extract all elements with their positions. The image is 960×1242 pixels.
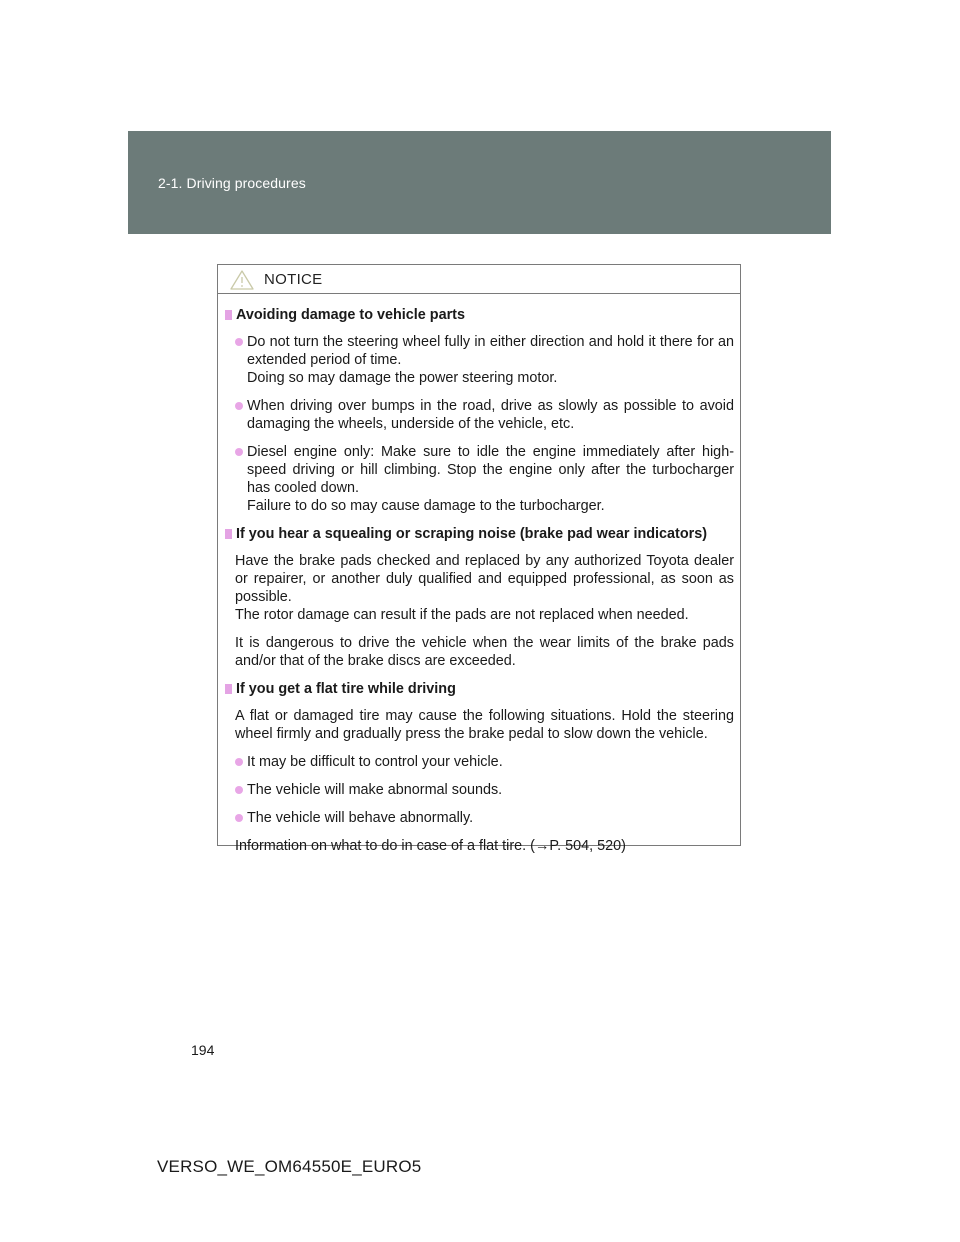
list-item: It may be difficult to control your vehicle. [225, 753, 734, 771]
paragraph: It is dangerous to drive the vehicle when the wear limits of the brake pads and/or that of the brake discs are exceeded. [235, 635, 734, 669]
bullet-dot-icon [235, 814, 243, 822]
section-title: 2-1. Driving procedures [158, 175, 306, 191]
bullet-dot-icon [235, 758, 243, 766]
bullet-dot-icon [235, 448, 243, 456]
square-bullet-icon [225, 310, 232, 320]
paragraph: Have the brake pads checked and replaced by any authorized Toyota dealer or repairer, or another duly qualified and equipped professional, as soon as possible. The rotor damage can result if the pads are not replaced when needed. [235, 553, 734, 623]
section-heading-brake-noise: If you hear a squealing or scraping noise (brake pad wear indicators) [225, 525, 734, 543]
bullet-dot-icon [235, 338, 243, 346]
list-item: Diesel engine only: Make sure to idle the engine immediately after high-speed driving or hill climbing. Stop the engine only after the turbocharger has cooled down. Failure to do so may cause damage to the turbocharger. [225, 443, 734, 515]
list-item: The vehicle will behave abnormally. [225, 809, 734, 827]
section-heading-flat-tire: If you get a flat tire while driving [225, 680, 734, 698]
notice-label: NOTICE [264, 270, 323, 288]
header-band [128, 131, 831, 234]
page-number: 194 [191, 1042, 215, 1058]
list-item: When driving over bumps in the road, drive as slowly as possible to avoid damaging the wheels, underside of the vehicle, etc. [225, 397, 734, 433]
paragraph: Information on what to do in case of a flat tire. (→P. 504, 520) [235, 838, 626, 854]
paragraph: A flat or damaged tire may cause the following situations. Hold the steering wheel firmly and gradually press the brake pedal to slow down the vehicle. [235, 708, 734, 742]
notice-box [217, 264, 741, 854]
square-bullet-icon [225, 529, 232, 539]
document-code: VERSO_WE_OM64550E_EURO5 [157, 1157, 422, 1176]
section-heading-vehicle-parts: Avoiding damage to vehicle parts [225, 306, 734, 324]
bullet-dot-icon [235, 402, 243, 410]
list-item: Do not turn the steering wheel fully in either direction and hold it there for an extended period of time. Doing so may damage the power steering motor. [225, 333, 734, 387]
notice-body [218, 294, 740, 855]
warning-triangle-icon [230, 270, 254, 290]
square-bullet-icon [225, 684, 232, 694]
notice-header [218, 265, 740, 294]
list-item: The vehicle will make abnormal sounds. [225, 781, 734, 799]
bullet-dot-icon [235, 786, 243, 794]
